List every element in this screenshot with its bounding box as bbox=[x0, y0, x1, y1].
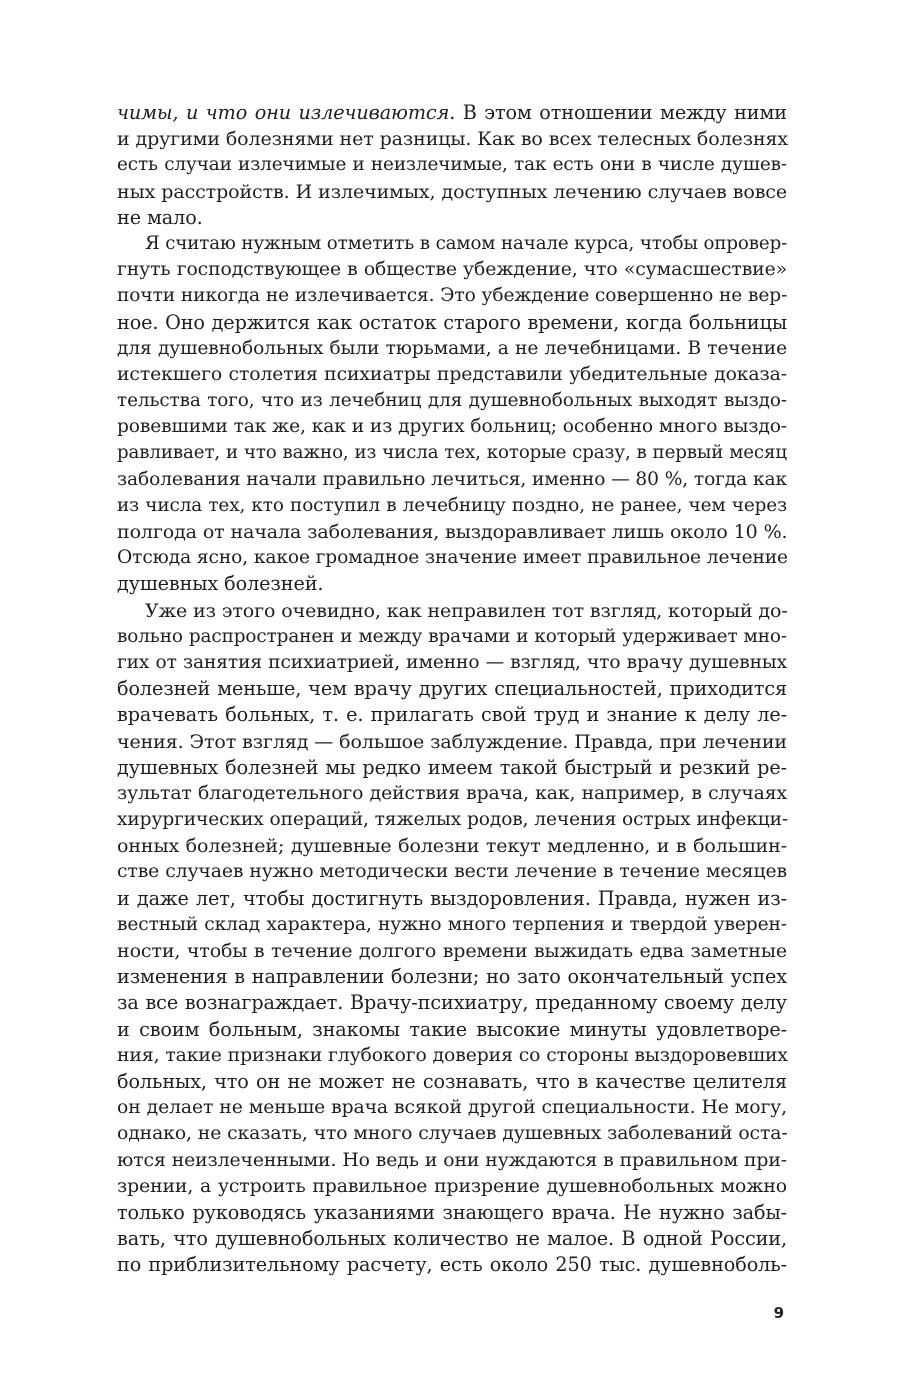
text-line: изменения в направлении болезни; но зато окончательный успех bbox=[117, 965, 787, 989]
text-line: по приблизительному расчету, есть около 250 тыс. душевноболь- bbox=[117, 1253, 787, 1277]
text-line: зрении, а устроить правильное призрение душевнобольных можно bbox=[117, 1175, 787, 1197]
text-line: равливает, и что важно, из числа тех, которые сразу, в первый месяц bbox=[117, 442, 787, 464]
text-line: истекшего столетия психиатры представили убедительные доказа- bbox=[117, 363, 787, 385]
text-line: больных, что он не может не сознавать, что в качестве целителя bbox=[117, 1069, 787, 1093]
text-line: Уже из этого очевидно, как неправилен тот взгляд, который до- bbox=[145, 599, 788, 622]
text-line: есть случаи излечимые и неизлечимые, так есть они в числе душев- bbox=[117, 154, 787, 176]
text-line: тельства того, что из лечебниц для душевнобольных выходят выздо- bbox=[117, 390, 787, 412]
text-line: ются неизлеченными. Но ведь и они нуждаются в правильном при- bbox=[117, 1149, 787, 1171]
text-line bbox=[117, 100, 787, 126]
text-line: ности, чтобы в течение долгого времени выжидать едва заметные bbox=[117, 940, 787, 962]
text-line: за все вознаграждает. Врачу-психиатру, преданному своему делу bbox=[117, 991, 787, 1015]
paragraph-1 bbox=[117, 100, 787, 231]
text-line: вестный склад характера, нужно много терпения и твердой уверен- bbox=[117, 913, 787, 935]
text-line: однако, не сказать, что много случаев душевных заболеваний оста- bbox=[117, 1123, 788, 1145]
page-body-text bbox=[117, 100, 787, 1278]
text-line: и даже лет, чтобы достигнуть выздоровления. Правда, нужен из- bbox=[117, 886, 787, 910]
paragraph-2 bbox=[117, 231, 787, 598]
text-run: . В этом отношении между ними bbox=[449, 101, 787, 124]
text-line: не мало. bbox=[117, 205, 203, 229]
text-line: полгода от начала заболевания, выздоравливает лишь около 10 %. bbox=[117, 521, 788, 543]
text-line: только руководясь указаниями знающего врача. Не нужно забы- bbox=[117, 1200, 787, 1224]
text-line: гих от занятия психиатрией, именно — взгляд, что врачу душевных bbox=[117, 651, 787, 673]
text-line: хирургических операций, тяжелых родов, лечения острых инфекци- bbox=[117, 809, 789, 831]
text-line: зультат благодетельного действия врача, как, например, в случаях bbox=[117, 782, 787, 804]
text-line: заболевания начали правильно лечиться, именно — 80 %, тогда как bbox=[117, 468, 787, 490]
page-number: 9 bbox=[773, 1304, 784, 1322]
text-line: Отсюда ясно, какое громадное значение имеет правильное лечение bbox=[117, 547, 788, 569]
text-line: он делает не меньше врача всякой другой специальности. Не могу, bbox=[117, 1097, 787, 1119]
text-line: гнуть господствующее в обществе убеждение, что «сумасшествие» bbox=[117, 259, 787, 281]
text-line: и другими болезнями нет разницы. Как во всех телесных болезнях bbox=[117, 128, 789, 151]
text-line: чения. Этот взгляд — большое заблуждение. Правда, при лечении bbox=[117, 730, 787, 753]
text-line: вольно распространен и между врачами и который удерживает мно- bbox=[117, 625, 787, 647]
text-line: почти никогда не излечивается. Это убеждение совершенно не вер- bbox=[117, 285, 788, 307]
text-line: болезней меньше, чем врачу других специальностей, приходится bbox=[117, 677, 787, 701]
text-line: из числа тех, кто поступил в лечебницу поздно, не ранее, чем через bbox=[117, 494, 787, 516]
paragraph-3 bbox=[117, 598, 787, 1279]
text-line: стве случаев нужно методически вести лечение в течение месяцев bbox=[117, 861, 787, 883]
text-line: ровевшими так же, как и из других больниц; особенно много выздо- bbox=[117, 416, 787, 438]
text-line: ное. Оно держится как остаток старого времени, когда больницы bbox=[117, 310, 787, 334]
text-line: ных расстройств. И излечимых, доступных лечению случаев вовсе bbox=[117, 180, 787, 203]
text-line: душевных болезней. bbox=[117, 572, 324, 596]
text-line: и своим больным, знакомы такие высокие минуты удовлетворе- bbox=[117, 1017, 787, 1041]
text-line: ния, такие признаки глубокого доверия со стороны выздоровевших bbox=[117, 1044, 788, 1066]
text-line: врачевать больных, т. е. прилагать свой труд и знание к делу ле- bbox=[117, 703, 787, 727]
text-line: для душевнобольных были тюрьмами, а не лечебницами. В течение bbox=[117, 337, 787, 359]
text-line: душевных болезней мы редко имеем такой быстрый и резкий ре- bbox=[117, 755, 787, 779]
text-line: онных болезней; душевные болезни текут медленно, и в большин- bbox=[117, 835, 787, 858]
text-line: Я считаю нужным отметить в самом начале курса, чтобы опровер- bbox=[145, 232, 788, 254]
text-line: вать, что душевнобольных количество не малое. В одной России, bbox=[117, 1227, 787, 1251]
italic-phrase: чимы, и что они излечиваются bbox=[117, 101, 450, 124]
